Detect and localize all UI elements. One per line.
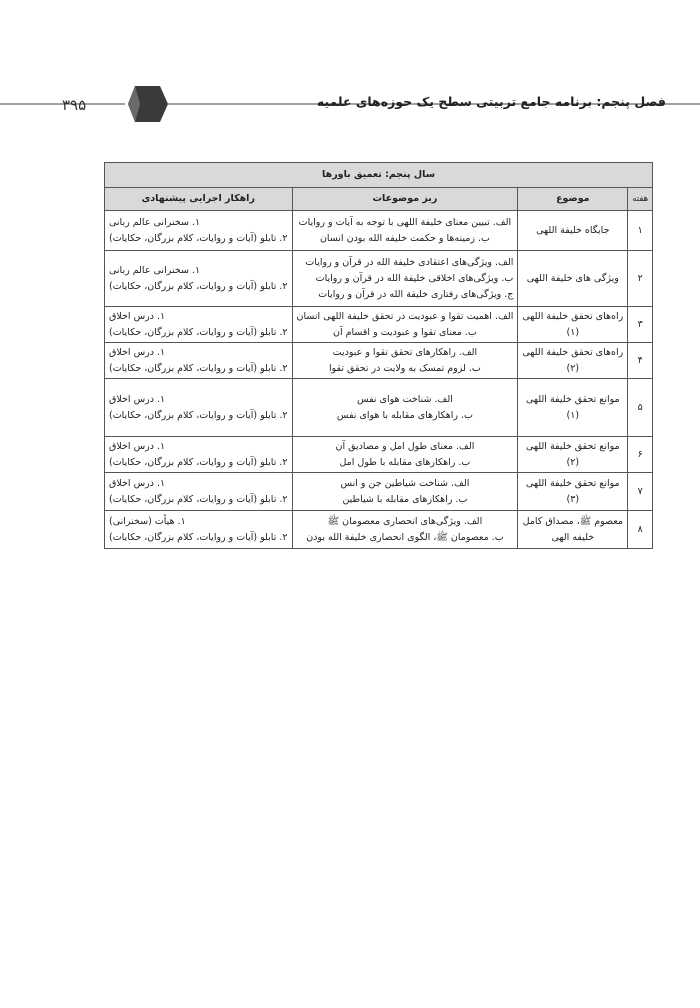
- topic-line: موانع تحقق خلیفة اللهی: [525, 393, 620, 405]
- subtopics-cell: [292, 307, 518, 343]
- topic-line: (۲): [566, 456, 580, 468]
- topic-line: جایگاه خلیفة اللهی: [536, 224, 610, 236]
- topic-cell: [518, 307, 628, 343]
- column-header-week: هفته: [628, 188, 653, 211]
- subtopic-line: الف. معنای طول امل و مصادیق آن: [335, 440, 475, 452]
- subtopics-cell: [292, 379, 518, 437]
- subtopics-cell: [292, 343, 518, 379]
- page-number: ۳۹۵: [62, 96, 87, 114]
- column-header-actions: راهکار اجرایی پیشنهادی: [105, 188, 293, 211]
- topic-line: موانع تحقق خلیفة اللهی: [525, 477, 620, 489]
- topic-cell: [518, 343, 628, 379]
- action-line: ۲. تابلو (آیات و روایات، کلام بزرگان، حکایات): [109, 493, 288, 505]
- action-line: ۲. تابلو (آیات و روایات، کلام بزرگان، حکایات): [109, 280, 288, 292]
- actions-cell: [105, 251, 293, 307]
- table-row: [105, 473, 653, 511]
- subtopic-line: الف. شناخت شیاطین جن و انس: [340, 477, 470, 489]
- topic-cell: [518, 211, 628, 251]
- topic-line: (۳): [566, 493, 580, 505]
- week-number: ۶: [628, 437, 653, 473]
- week-number: ۷: [628, 473, 653, 511]
- table-row: [105, 211, 653, 251]
- topic-cell: [518, 511, 628, 549]
- action-line: ۱. سخنرانی عالم ربانی: [109, 264, 201, 276]
- table-row: [105, 343, 653, 379]
- actions-cell: [105, 343, 293, 379]
- topic-line: راه‌های تحقق خلیفة اللهی: [522, 346, 624, 358]
- week-number: ۳: [628, 307, 653, 343]
- topic-cell: [518, 379, 628, 437]
- subtopic-line: ب. لزوم تمسک به ولایت در تحقق تقوا: [329, 362, 481, 374]
- topic-line: (۲): [566, 362, 580, 374]
- week-number: ۸: [628, 511, 653, 549]
- subtopic-line: ب. راهکارهای مقابله با طول امل: [339, 456, 471, 468]
- topic-line: راه‌های تحقق خلیفة اللهی: [522, 310, 624, 322]
- action-line: ۱. هیأت (سخنرانی): [109, 515, 186, 527]
- action-line: ۱. درس اخلاق: [109, 477, 166, 489]
- subtopic-line: ب. معنای تقوا و عبودیت و اقسام آن: [333, 326, 477, 338]
- subtopic-line: ب. راهکارهای مقابله با شیاطین: [342, 493, 468, 505]
- action-line: ۱. سخنرانی عالم ربانی: [109, 216, 201, 228]
- weekly-plan-table: [104, 162, 653, 549]
- table-row: [105, 251, 653, 307]
- column-header-subtopics: ریز موضوعات: [292, 188, 518, 211]
- subtopic-line: ب. زمینه‌ها و حکمت خلیفه الله بودن انسان: [319, 232, 490, 244]
- topic-line: معصوم ﷺ، مصداق کامل: [522, 515, 623, 527]
- subtopic-line: الف. ویژگی‌های انحصاری معصومان ﷺ: [327, 515, 483, 527]
- actions-cell: [105, 473, 293, 511]
- actions-cell: [105, 437, 293, 473]
- action-line: ۱. درس اخلاق: [109, 310, 166, 322]
- topic-cell: [518, 251, 628, 307]
- action-line: ۱. درس اخلاق: [109, 440, 166, 452]
- subtopics-cell: [292, 511, 518, 549]
- table-body: [105, 211, 653, 549]
- actions-cell: [105, 211, 293, 251]
- topic-line: (۱): [566, 409, 580, 421]
- table-row: [105, 307, 653, 343]
- topic-line: موانع تحقق خلیفة اللهی: [525, 440, 620, 452]
- subtopic-line: الف. ویژگی‌های اعتقادی خلیفة الله در قرآن و روایات: [305, 256, 514, 268]
- subtopic-line: ب. ویژگی‌های اخلاقی خلیفة الله در قرآن و روایات: [315, 272, 514, 284]
- actions-cell: [105, 379, 293, 437]
- week-number: ۱: [628, 211, 653, 251]
- action-line: ۲. تابلو (آیات و روایات، کلام بزرگان، حکایات): [109, 456, 288, 468]
- topic-cell: [518, 473, 628, 511]
- subtopic-line: ب. معصومان ﷺ، الگوی انحصاری خلیفة الله بودن: [306, 531, 504, 543]
- subtopic-line: الف. شناخت هوای نفس: [356, 393, 453, 405]
- actions-cell: [105, 511, 293, 549]
- column-header-topic: موضوع: [518, 188, 628, 211]
- table-row: [105, 437, 653, 473]
- table-row: [105, 379, 653, 437]
- subtopic-line: الف. اهمیت تقوا و عبودیت در تحقق خلیفة اللهی انسان: [296, 310, 514, 322]
- subtopics-cell: [292, 251, 518, 307]
- subtopics-cell: [292, 473, 518, 511]
- subtopic-line: ج. ویژگی‌های رفتاری خلیفة الله در قرآن و روایات: [318, 288, 514, 300]
- week-number: ۴: [628, 343, 653, 379]
- table-title: سال پنجم: تعمیق باورها: [105, 163, 653, 188]
- topic-line: خلیفه الهی: [551, 531, 595, 543]
- topic-line: ویژگی های خلیفة اللهی: [526, 272, 619, 284]
- actions-cell: [105, 307, 293, 343]
- subtopic-line: الف. تبیین معنای خلیفة اللهی با توجه به آیات و روایات: [298, 216, 512, 228]
- chapter-title: فصل پنجم: برنامه جامع تربیتی سطح یک حوزه‌های علمیه: [316, 94, 666, 109]
- action-line: ۱. درس اخلاق: [109, 346, 166, 358]
- topic-cell: [518, 437, 628, 473]
- subtopics-cell: [292, 211, 518, 251]
- action-line: ۱. درس اخلاق: [109, 393, 166, 405]
- topic-line: (۱): [566, 326, 580, 338]
- week-number: ۵: [628, 379, 653, 437]
- subtopics-cell: [292, 437, 518, 473]
- action-line: ۲. تابلو (آیات و روایات، کلام بزرگان، حکایات): [109, 326, 288, 338]
- action-line: ۲. تابلو (آیات و روایات، کلام بزرگان، حکایات): [109, 409, 288, 421]
- action-line: ۲. تابلو (آیات و روایات، کلام بزرگان، حکایات): [109, 362, 288, 374]
- table-row: [105, 511, 653, 549]
- action-line: ۲. تابلو (آیات و روایات، کلام بزرگان، حکایات): [109, 232, 288, 244]
- action-line: ۲. تابلو (آیات و روایات، کلام بزرگان، حکایات): [109, 531, 288, 543]
- subtopic-line: الف. راهکارهای تحقق تقوا و عبودیت: [332, 346, 478, 358]
- subtopic-line: ب. راهکارهای مقابله با هوای نفس: [336, 409, 473, 421]
- week-number: ۲: [628, 251, 653, 307]
